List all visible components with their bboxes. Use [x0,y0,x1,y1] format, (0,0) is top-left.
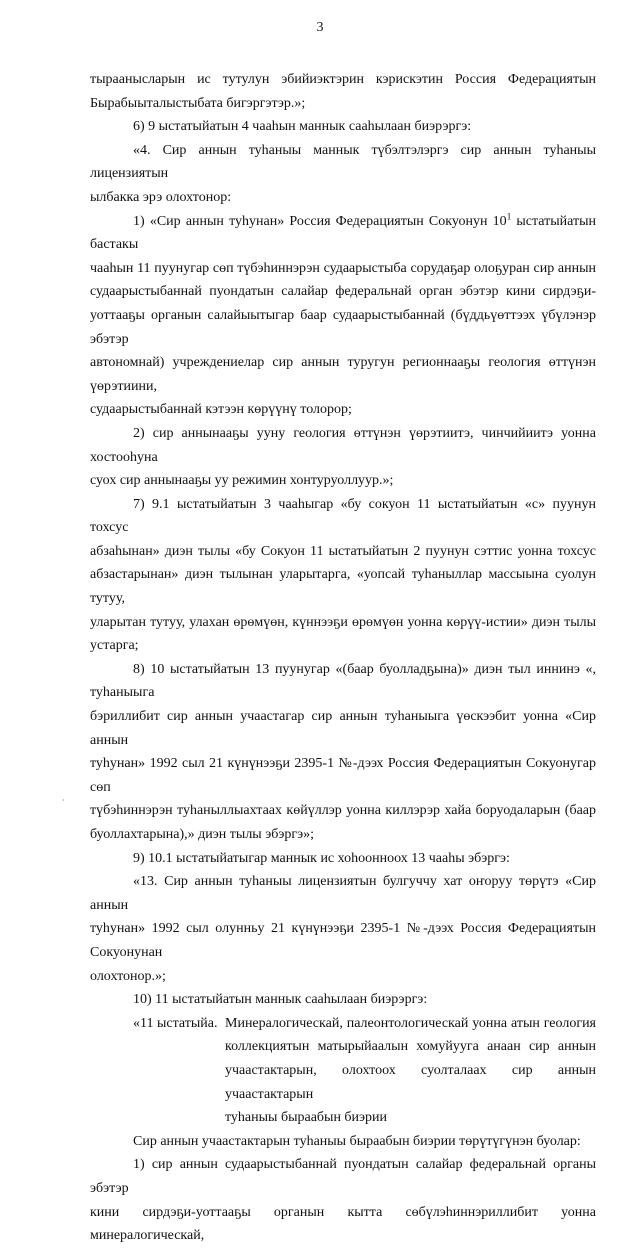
text-line: судаарыстыбаннай кэтээн көрүүнү толорор; [90,402,352,418]
text-line: ылбакка эрэ олохтонор: [90,189,232,205]
text-line: уларытан тутуу, улахан өрөмүөн, күннээҕи өрөмүөн уонна көрүү-истии» диэн тылы [90,614,596,630]
text-line: коллекциятын матырыйаалын хомуйууга анаан сир аннын [225,1039,596,1055]
text-line: автономнай) учреждениелар сир аннын туругун регионнааҕы геология өттүнэн үөрэтиини, [90,355,596,394]
text-line: буоллахтарына),» диэн тылы эбэргэ»; [90,827,314,842]
text-line: бэриллибит сир аннын учаастагар сир аннын туһаныыга үөскээбит уонна «Сир аннын [90,709,596,748]
text-line: түбэһиннэрэн туһаныллыахтаах көйүллэр уонна киллэрэр хайа боруодаларын (баар [90,803,596,819]
superscript: 1 [506,210,512,221]
article-title [225,1012,596,1130]
text-line: учаастактарын, олохтоох суолталаах сир аннын учаастактарын [225,1062,596,1102]
text-line: чааһын 11 пуунугар сөп түбэһиннэрэн судаарыстыба сорудаҕар олоҕуран сир аннын [90,260,596,276]
text-line: туһаныы быраабын биэрии [225,1110,388,1126]
paragraph-item-7: 7) 9.1 ыстатыйатын 3 чааһыгар «бу сокуон 11 ыстатыйатын «с» пуунун тохсус [90,496,596,536]
paragraph-item-6: 6) 9 ыстатыйатын 4 чааһын маннык сааһылаан биэрэргэ: [133,119,472,135]
paragraph-item-10: 10) 11 ыстатыйатын маннык сааһылаан биэрэргэ: [133,992,428,1008]
text-line: судаарыстыбаннай пуондатын салайар федеральнай орган эбэтэр кини сирдэҕи- [90,284,596,300]
text-line: «13. Сир аннын туһаныы лицензиятын булгуччу хат оҥоруу төрүтэ «Сир аннын [90,874,596,913]
text-line: абзастарынан» диэн тылынан уларытарга, «уопсай туһаныллар массыына суолун тутуу, [90,567,596,607]
text-line: кини сирдэҕи-уоттааҕы органын кытта сөбүлэһиннэриллибит уонна минералогическай, [90,1204,596,1244]
text-line: 2) сир аннынааҕы ууну геология өттүнэн үөрэтиитэ, чинчийиитэ уонна хостооһуна [90,425,596,465]
document-body [90,68,596,1248]
text-line: 1) сир аннын судаарыстыбаннай пуондатын салайар федеральнай органы эбэтэр [90,1157,596,1196]
text-line: туһунан» 1992 сыл 21 күнүнээҕи 2395-1 №-дээх Россия Федерациятын Сокуонугар сөп [90,756,596,795]
text-line: абзаһынан» диэн тылы «бу Сокуон 11 ыстатыйатын 2 пуунун сэттис уонна тохсус [90,543,596,559]
page-number: 3 [316,20,324,35]
text-line: устарга; [90,638,139,654]
text-line: суох сир аннынааҕы уу режимин хонтуруоллуур.»; [90,473,394,489]
text-line: Сир аннын учаастактарын туһаныы быраабын биэрии төрүтүгүнэн буолар: [133,1133,581,1149]
text-line: «4. Сир аннын туһаныы маннык түбэлтэлэргэ сир аннын туһаныы лицензиятын [90,142,596,182]
text-line: туһунан» 1992 сыл олунньу 21 күнүнээҕи 2395-1 №-дээх Россия Федерациятын Сокуонунан [90,921,596,960]
text-line: Минералогическай, палеонтологическай уонна атын геология [225,1015,596,1031]
text-span: 1) «Сир аннын туһунан» Россия Федерациятын Сокуонун 10 [133,213,507,229]
text-line: уоттааҕы органын салайыытыгар баар судаарыстыбаннай (бүддьүөттээх үбүлэнэр эбэтэр [90,307,596,347]
article-11-heading [90,1012,596,1130]
paragraph-item-9: 9) 10.1 ыстатыйатыгар маннык ис хоһоонноох 13 чааһы эбэргэ: [133,850,510,866]
text-line: тыраанысларын ис тутулун эбийиэктэрин кэрискэтин Россия Федерациятын [90,72,596,87]
text-line: Бырабыыталыстыбата бигэргэтэр.»; [90,95,306,111]
text-line: олохтонор.»; [90,968,166,984]
article-number: «11 ыстатыйа. [133,1015,218,1031]
text-span: ыстатыйатын бастакы [90,213,596,253]
paragraph-item-8: 8) 10 ыстатыйатын 13 пуунугар «(баар буолладҕына)» диэн тыл иннинэ «, туһаныыга [90,661,596,701]
margin-dot: · [62,796,65,805]
text-line [90,210,596,257]
